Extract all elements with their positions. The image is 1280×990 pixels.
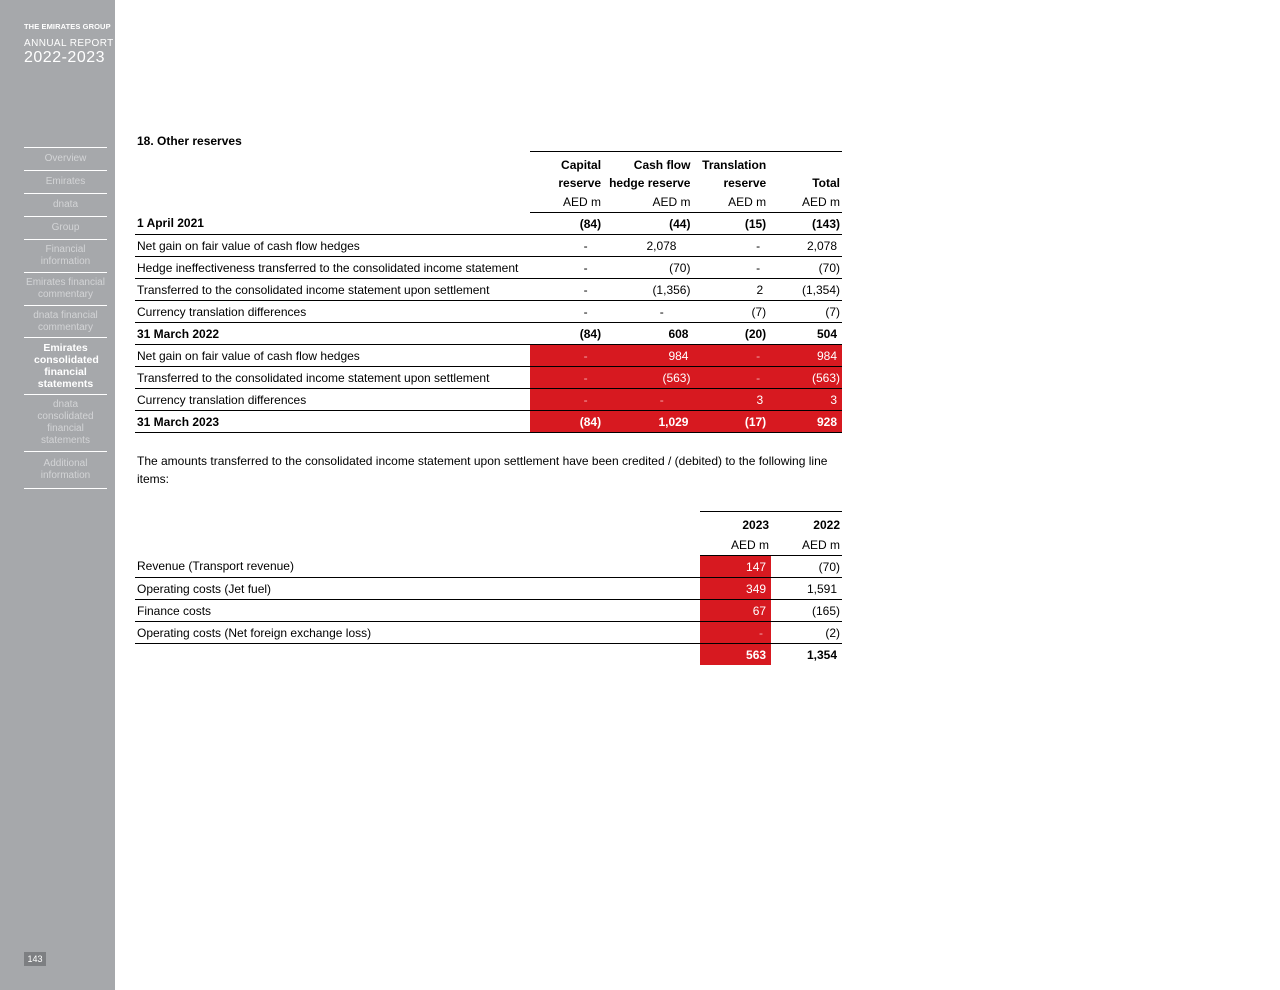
cell-value: 349 — [700, 578, 771, 600]
cell-value: - — [530, 345, 603, 367]
note-title: 18. Other reserves — [137, 134, 242, 148]
table-row — [135, 600, 842, 622]
cell-value: (84) — [530, 213, 603, 235]
settlement-lines-table — [135, 511, 842, 665]
cell-value: (563) — [603, 367, 692, 389]
cell-value: - — [603, 389, 692, 411]
cell-value: (20) — [692, 323, 768, 345]
cell-value: - — [603, 301, 692, 323]
header-row — [135, 152, 842, 175]
nav-item-financial-information[interactable]: Financial information — [24, 239, 107, 272]
cell-value: (70) — [771, 556, 842, 578]
table-row — [135, 213, 842, 235]
cell-value: 2 — [692, 279, 768, 301]
row-label: 31 March 2022 — [135, 323, 530, 345]
sidebar — [0, 0, 115, 990]
cell-value: 1,029 — [603, 411, 692, 433]
unit-label: AED m — [768, 192, 842, 213]
cell-value: 67 — [700, 600, 771, 622]
nav-item-emirates-consolidated-statements[interactable]: Emirates consolidated financial statements — [24, 337, 107, 394]
cell-value: (17) — [692, 411, 768, 433]
cell-value: (15) — [692, 213, 768, 235]
total-2023: 563 — [700, 644, 771, 666]
header-row — [135, 174, 842, 192]
table-row — [135, 411, 842, 433]
cell-value: 147 — [700, 556, 771, 578]
table-row — [135, 279, 842, 301]
row-label: Operating costs (Jet fuel) — [135, 578, 700, 600]
settlement-paragraph: The amounts transferred to the consolidated income statement upon settlement have been credited / (debited) to the following line items: — [137, 454, 828, 486]
group-name: THE EMIRATES GROUP — [24, 22, 111, 31]
cell-value: 2,078 — [768, 235, 842, 257]
cell-value: 2,078 — [603, 235, 692, 257]
cell-value: 3 — [692, 389, 768, 411]
col-cashflow-line2: hedge reserve — [609, 176, 691, 190]
cell-value: (70) — [603, 257, 692, 279]
table-row — [135, 622, 842, 644]
nav-item-dnata[interactable]: dnata — [24, 193, 107, 216]
report-label: ANNUAL REPORT — [24, 38, 114, 49]
total-row — [135, 644, 842, 666]
col-total-line2: Total — [812, 176, 840, 190]
cell-value: (7) — [692, 301, 768, 323]
header-row — [135, 512, 842, 535]
col-capital-line2: reserve — [558, 176, 602, 190]
cell-value: - — [530, 389, 603, 411]
cell-value: (2) — [771, 622, 842, 644]
row-label: Finance costs — [135, 600, 700, 622]
table-row — [135, 301, 842, 323]
col-cashflow-line1: Cash flow — [603, 152, 692, 175]
nav-item-emirates-financial-commentary[interactable]: Emirates financial commentary — [24, 272, 107, 305]
unit-label: AED m — [692, 192, 768, 213]
cell-value: - — [692, 235, 768, 257]
cell-value: 504 — [768, 323, 842, 345]
report-brand — [24, 22, 114, 67]
row-label: Transferred to the consolidated income statement upon settlement — [135, 279, 530, 301]
cell-value: (84) — [530, 323, 603, 345]
table-row — [135, 578, 842, 600]
row-label: Revenue (Transport revenue) — [135, 556, 700, 578]
cell-value: (70) — [768, 257, 842, 279]
page-number: 143 — [24, 952, 46, 966]
unit-row — [135, 534, 842, 556]
nav-item-additional-information[interactable]: Additional information — [24, 451, 107, 489]
cell-value: (44) — [603, 213, 692, 235]
row-label: Currency translation differences — [135, 389, 530, 411]
table-row — [135, 235, 842, 257]
row-label: 1 April 2021 — [135, 213, 530, 235]
col-year-2023: 2023 — [700, 512, 771, 535]
other-reserves-table — [135, 151, 842, 433]
col-total-line1 — [768, 152, 842, 175]
table-row — [135, 323, 842, 345]
cell-value: (1,354) — [768, 279, 842, 301]
row-label: Currency translation differences — [135, 301, 530, 323]
row-label: Net gain on fair value of cash flow hedges — [135, 345, 530, 367]
col-translation-line1: Translation — [692, 152, 768, 175]
cell-value: - — [530, 301, 603, 323]
cell-value: - — [692, 367, 768, 389]
total-2022: 1,354 — [806, 647, 837, 662]
cell-value: (165) — [771, 600, 842, 622]
row-label: Transferred to the consolidated income statement upon settlement — [135, 367, 530, 389]
cell-value: 984 — [768, 345, 842, 367]
col-capital-line1: Capital — [530, 152, 603, 175]
table-row — [135, 367, 842, 389]
table-row — [135, 257, 842, 279]
cell-value: (563) — [768, 367, 842, 389]
nav-item-dnata-consolidated-statements[interactable]: dnata consolidated financial statements — [24, 394, 107, 451]
table-row — [135, 556, 842, 578]
report-year: 2022-2023 — [24, 49, 106, 66]
nav-item-group[interactable]: Group — [24, 216, 107, 239]
cell-value: 1,591 — [771, 578, 842, 600]
unit-label: AED m — [530, 192, 603, 213]
nav-item-overview[interactable]: Overview — [24, 147, 107, 170]
table-row — [135, 345, 842, 367]
cell-value: 928 — [768, 411, 842, 433]
row-label: Hedge ineffectiveness transferred to the consolidated income statement — [135, 257, 530, 279]
col-year-2022: 2022 — [771, 512, 842, 535]
cell-value: - — [530, 235, 603, 257]
cell-value: (143) — [768, 213, 842, 235]
unit-label: AED m — [603, 192, 692, 213]
cell-value: (7) — [768, 301, 842, 323]
col-translation-line2: reserve — [723, 176, 767, 190]
row-label: Operating costs (Net foreign exchange loss) — [135, 622, 700, 644]
cell-value: 984 — [603, 345, 692, 367]
cell-value: (84) — [530, 411, 603, 433]
row-label: 31 March 2023 — [135, 411, 530, 433]
nav-item-emirates[interactable]: Emirates — [24, 170, 107, 193]
cell-value: - — [700, 622, 771, 644]
row-label: Net gain on fair value of cash flow hedges — [135, 235, 530, 257]
unit-row — [135, 192, 842, 213]
unit-label: AED m — [700, 534, 771, 556]
cell-value: - — [692, 345, 768, 367]
cell-value: - — [530, 279, 603, 301]
cell-value: (1,356) — [603, 279, 692, 301]
cell-value: - — [530, 257, 603, 279]
table-row — [135, 389, 842, 411]
cell-value: - — [530, 367, 603, 389]
cell-value: 608 — [603, 323, 692, 345]
cell-value: - — [692, 257, 768, 279]
cell-value: 3 — [768, 389, 842, 411]
nav-item-dnata-financial-commentary[interactable]: dnata financial commentary — [24, 305, 107, 337]
section-nav — [24, 147, 107, 489]
unit-label: AED m — [771, 534, 842, 556]
